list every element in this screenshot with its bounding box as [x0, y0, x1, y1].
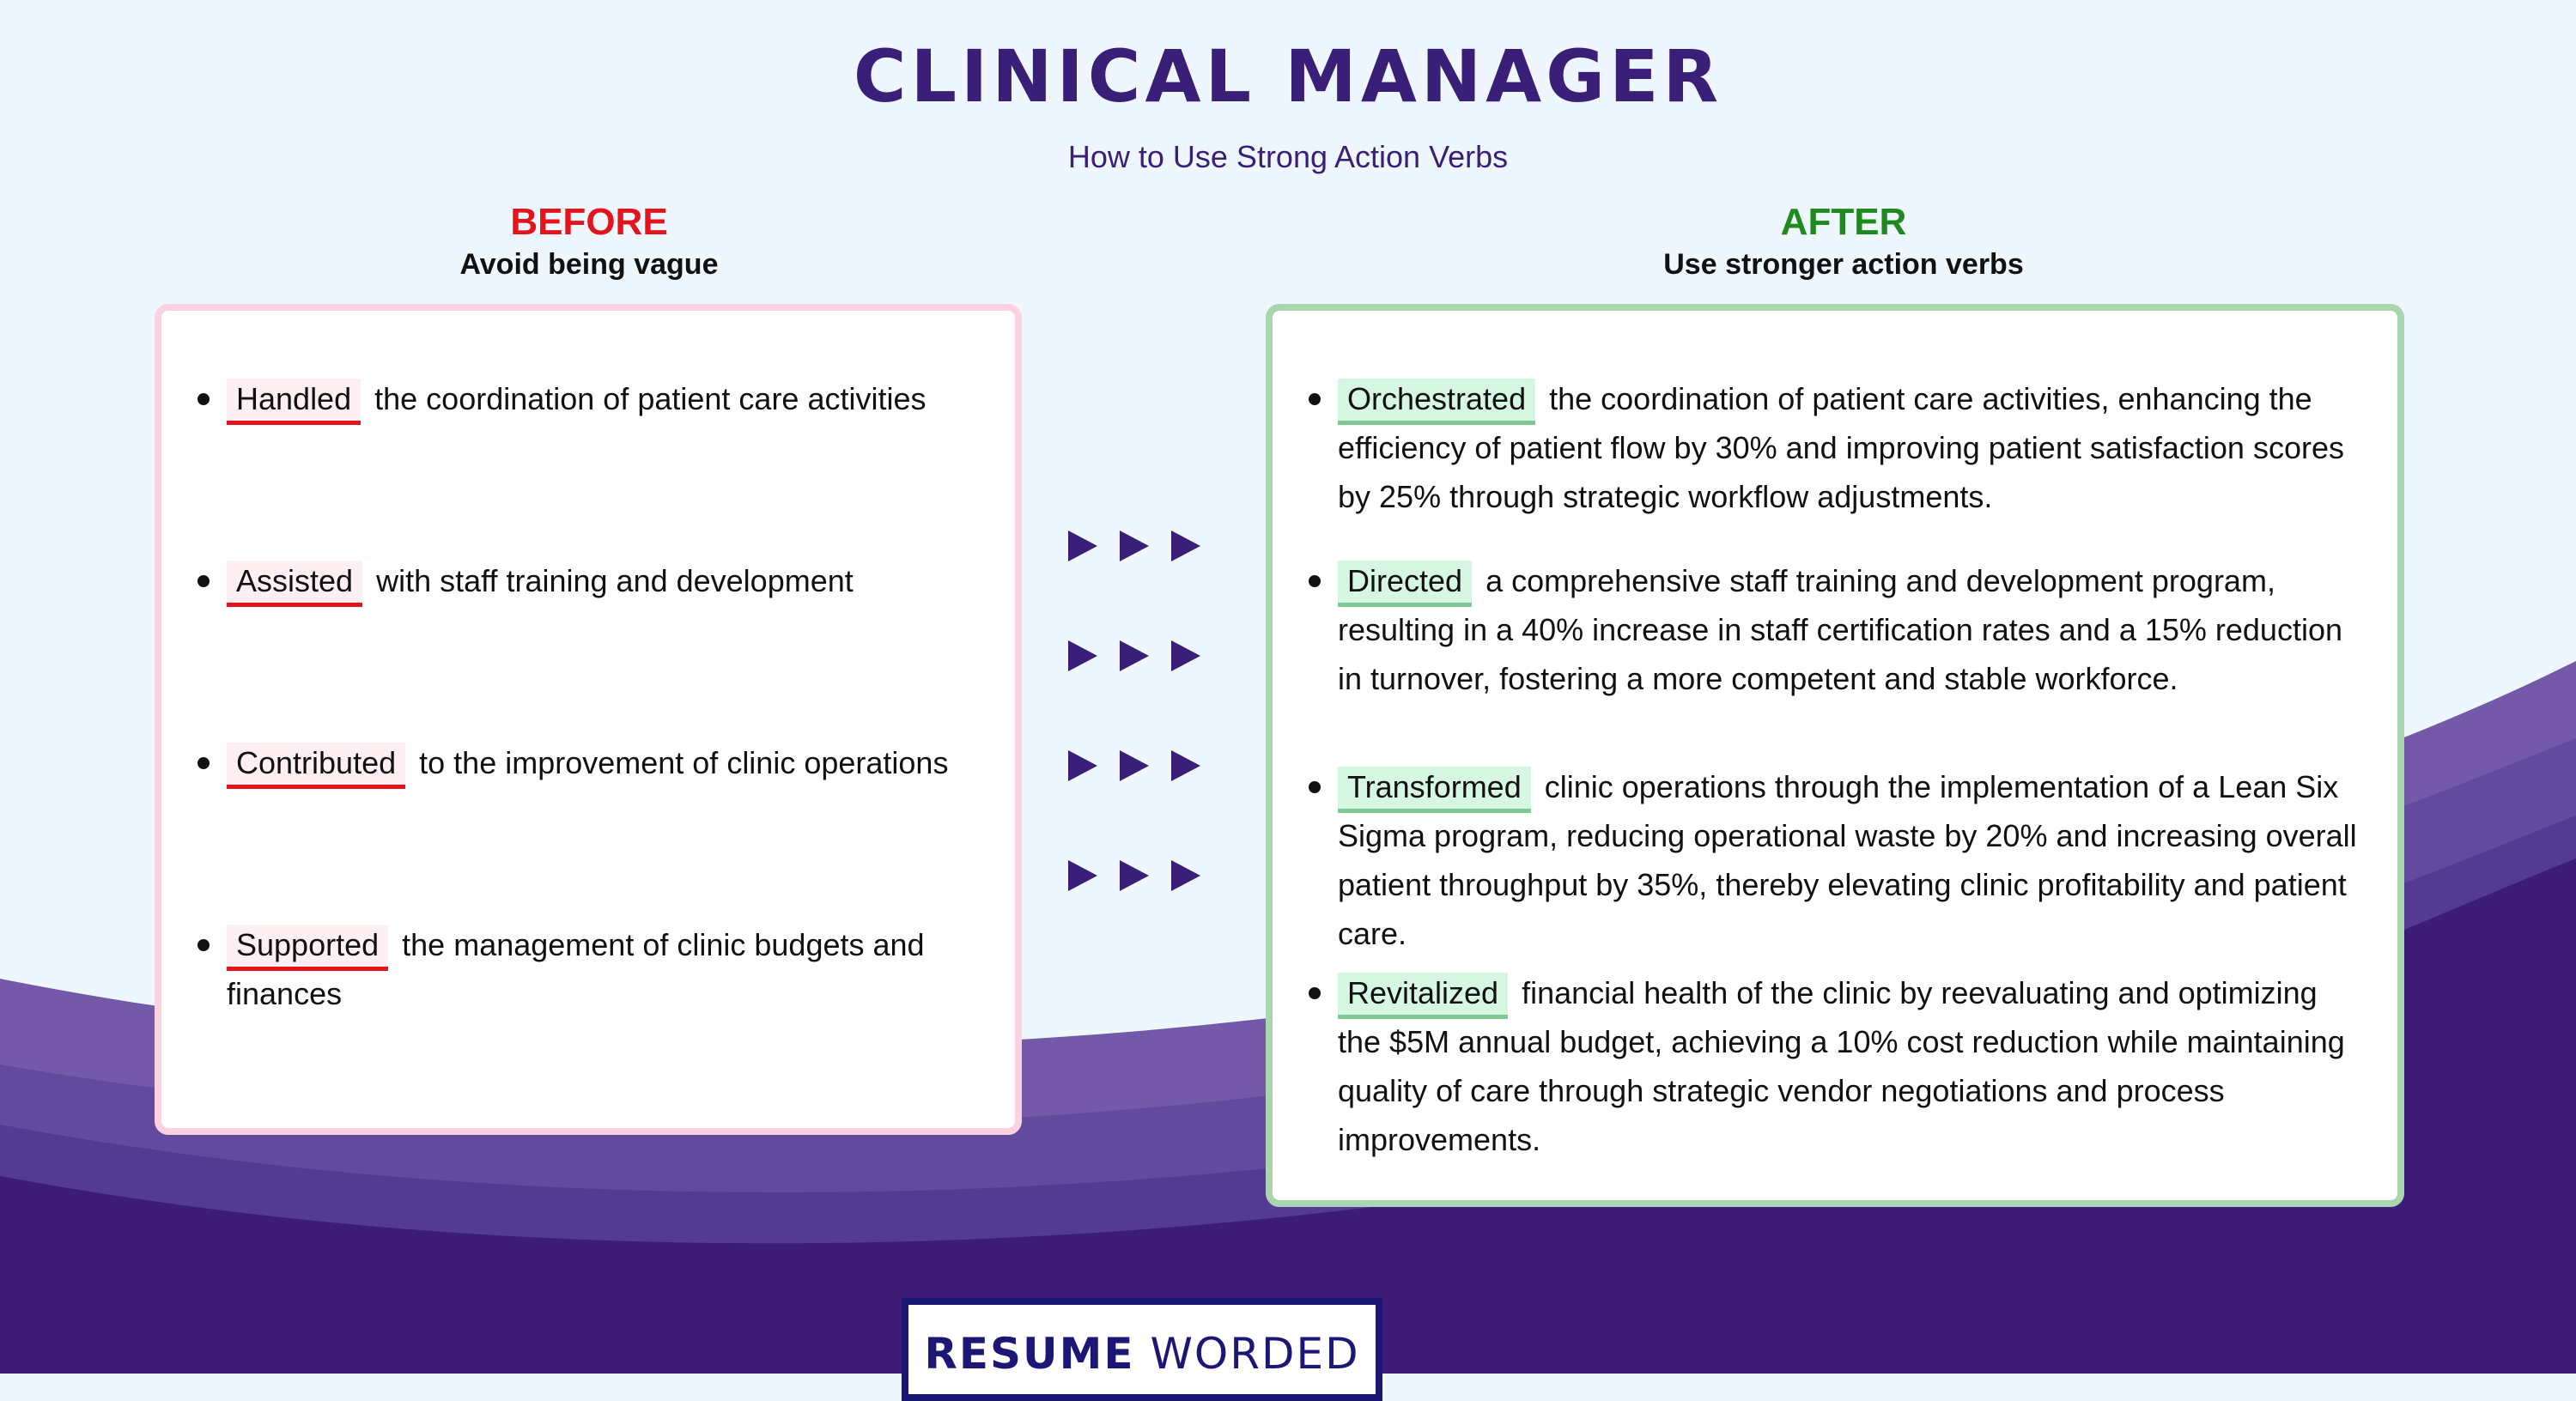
strong-verb: Orchestrated [1338, 379, 1535, 425]
before-item-text: with staff training and development [376, 563, 854, 598]
before-label: BEFORE [510, 201, 668, 243]
arrow-icon [1120, 750, 1149, 781]
before-list-item [227, 374, 1008, 423]
arrow-icon [1068, 531, 1097, 561]
bullet-dot [1309, 987, 1321, 999]
after-header [1273, 199, 2415, 283]
page-subtitle: How to Use Strong Action Verbs [1067, 139, 1509, 174]
after-list-item [1338, 762, 2368, 958]
bullet-dot [197, 393, 210, 405]
after-item-text: financial health of the clinic by reevaluating and optimizing the $5M annual budget, achieving a 10% cost reduction while maintaining quality of care through strategic vendor negotiations and process improvements. [1338, 975, 2345, 1157]
after-panel [1266, 304, 2404, 1207]
arrow-icon [1068, 860, 1097, 891]
arrow-row [1061, 750, 1216, 785]
weak-verb: Handled [227, 379, 361, 425]
arrow-icon [1068, 640, 1097, 671]
bullet-dot [197, 575, 210, 587]
bullet-dot [1309, 781, 1321, 793]
arrow-icon [1120, 531, 1149, 561]
before-item-text: the coordination of patient care activities [374, 381, 927, 416]
resume-worded-logo [902, 1298, 1382, 1401]
bullet-dot [197, 939, 210, 951]
after-list-item [1338, 374, 2368, 521]
arrow-row [1061, 640, 1216, 675]
strong-verb: Revitalized [1338, 973, 1508, 1019]
before-list-item [227, 738, 1008, 787]
arrow-icon [1171, 750, 1200, 781]
after-item-text: clinic operations through the implementation of a Lean Six Sigma program, reducing operational waste by 20% and increasing overall patient throughput by 35%, thereby elevating clinic profitability and patient care. [1338, 769, 2357, 951]
arrow-icon [1068, 750, 1097, 781]
bullet-dot [197, 757, 210, 769]
before-panel [155, 304, 1022, 1135]
before-subtitle: Avoid being vague [459, 248, 719, 281]
page-title: CLINICAL MANAGER [853, 34, 1723, 118]
after-list-item [1338, 968, 2368, 1164]
arrow-icon [1171, 640, 1200, 671]
before-list-item [227, 920, 1008, 1018]
strong-verb: Directed [1338, 561, 1472, 607]
arrow-icon [1171, 531, 1200, 561]
arrow-icon [1171, 860, 1200, 891]
weak-verb: Contributed [227, 743, 405, 789]
arrow-row [1061, 860, 1216, 895]
arrow-icon [1120, 860, 1149, 891]
arrow-icon [1120, 640, 1149, 671]
arrow-row [1061, 531, 1216, 565]
before-item-text: the management of clinic budgets and finances [227, 927, 925, 1011]
after-subtitle: Use stronger action verbs [1663, 248, 2024, 281]
weak-verb: Assisted [227, 561, 362, 607]
before-header [160, 199, 1018, 283]
after-item-text: the coordination of patient care activities, enhancing the efficiency of patient flow by 30% and improving patient satisfaction scores by 25% through strategic workflow adjustments. [1338, 381, 2344, 514]
weak-verb: Supported [227, 925, 388, 971]
logo-regular-text: WORDED [1150, 1329, 1360, 1379]
bullet-dot [1309, 575, 1321, 587]
after-label: AFTER [1780, 201, 1907, 243]
logo-bold-text: RESUME [924, 1329, 1135, 1379]
before-list-item [227, 556, 1008, 605]
before-item-text: to the improvement of clinic operations [419, 745, 949, 780]
bullet-dot [1309, 393, 1321, 405]
after-list-item [1338, 556, 2368, 703]
strong-verb: Transformed [1338, 767, 1531, 813]
after-item-text: a comprehensive staff training and development program, resulting in a 40% increase in staff certification rates and a 15% reduction in turnover, fostering a more competent and stable workforce. [1338, 563, 2342, 696]
